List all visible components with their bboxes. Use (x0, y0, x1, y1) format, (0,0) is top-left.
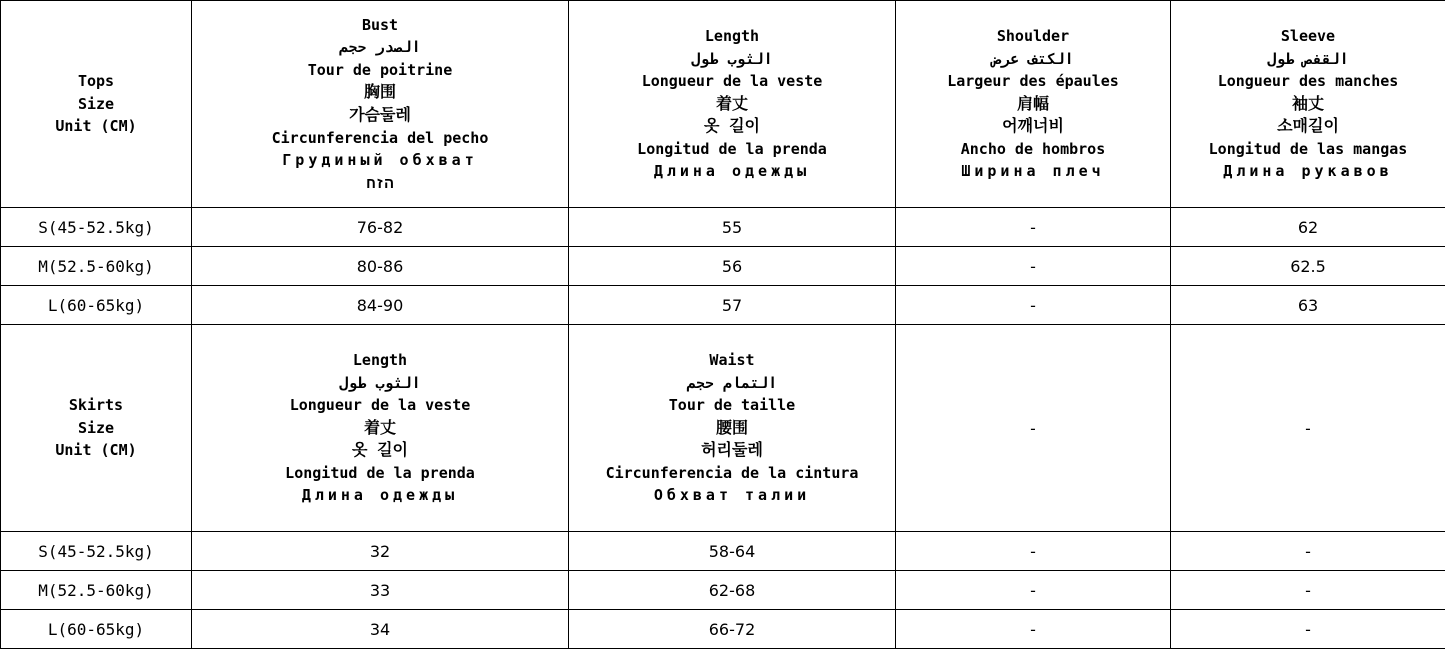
measurement-cell: - (896, 247, 1171, 286)
size-cell: M(52.5-60kg) (1, 571, 192, 610)
tops-header-cell (1171, 1, 1445, 208)
header-line: Longueur de la veste (289, 396, 471, 415)
size-cell: S(45-52.5kg) (1, 532, 192, 571)
measurement-cell: 76-82 (192, 208, 569, 247)
skirts-header-cell (896, 325, 1171, 532)
table-row (1, 610, 1445, 649)
measurement-cell: 63 (1171, 286, 1445, 325)
header-line: الثوب طول (339, 373, 421, 392)
header-line: Ancho de hombros (960, 139, 1106, 158)
header-line: Longitud de las mangas (1208, 139, 1408, 158)
table-row (1, 532, 1445, 571)
header-line: Longitud de la prenda (637, 139, 827, 158)
size-cell: L(60-65kg) (1, 286, 192, 325)
header-line: 肩幅 (1016, 93, 1049, 113)
measurement-cell: 57 (569, 286, 896, 325)
table-row (1, 247, 1445, 286)
measurement-cell: 66-72 (569, 610, 896, 649)
tops-header-cell (569, 1, 896, 208)
tops-label-line: Unit (CM) (55, 117, 137, 136)
header-line: Length (704, 26, 760, 45)
table-row (1, 571, 1445, 610)
skirts-header-cell (192, 325, 569, 532)
tops-label-line: Size (77, 94, 115, 113)
measurement-cell: - (1171, 610, 1445, 649)
header-line: التمام حجم (686, 373, 778, 392)
header-line: Длина рукавов (1223, 162, 1393, 181)
header-line: Circunferencia de la cintura (605, 463, 859, 482)
skirts-label-line: Skirts (68, 396, 124, 415)
measurement-cell: 84-90 (192, 286, 569, 325)
size-chart-body (1, 1, 1445, 649)
header-line: 着丈 (715, 93, 748, 113)
measurement-cell: - (896, 208, 1171, 247)
header-line: Tour de poitrine (307, 60, 453, 79)
skirts-label-line: Unit (CM) (55, 441, 137, 460)
header-line: 胸围 (363, 82, 396, 102)
header-line: 가슴둘레 (349, 105, 411, 124)
measurement-cell: - (1171, 532, 1445, 571)
header-line: 腰围 (715, 417, 748, 437)
measurement-cell: 34 (192, 610, 569, 649)
header-line: 袖丈 (1291, 93, 1324, 113)
header-line: Length (352, 350, 408, 369)
measurement-cell: 62.5 (1171, 247, 1445, 286)
header-line: Waist (709, 350, 755, 369)
table-row (1, 208, 1445, 247)
measurement-cell: - (896, 610, 1171, 649)
measurement-cell: 62-68 (569, 571, 896, 610)
tops-header-cell (896, 1, 1171, 208)
header-line: Longueur des manches (1217, 72, 1399, 91)
header-line: Ширина плеч (961, 162, 1105, 181)
header-line: 옷 길이 (351, 440, 408, 460)
header-line: 어깨너비 (1002, 116, 1064, 136)
header-line: الصدر حجم (339, 38, 421, 57)
header-line: Circunferencia del pecho (271, 128, 489, 147)
tops-header-row (1, 1, 1445, 208)
measurement-cell: 80-86 (192, 247, 569, 286)
header-line: Longitud de la prenda (285, 463, 475, 482)
size-cell: L(60-65kg) (1, 610, 192, 649)
header-line: الكتف عرض (992, 49, 1074, 68)
measurement-cell: 33 (192, 571, 569, 610)
table-row (1, 286, 1445, 325)
header-line: Largeur des épaules (947, 72, 1119, 91)
measurement-cell: 58-64 (569, 532, 896, 571)
header-line: Bust (361, 15, 399, 34)
measurement-cell: - (896, 571, 1171, 610)
header-line: 허리둘레 (701, 440, 763, 460)
header-line: 着丈 (363, 417, 396, 437)
measurement-cell: 56 (569, 247, 896, 286)
tops-header-cell (192, 1, 569, 208)
header-line: Грудиный обхват (282, 151, 478, 170)
header-line: Длина одежды (653, 162, 811, 181)
skirts-header-cell (569, 325, 896, 532)
skirts-label-line: Size (77, 418, 115, 437)
measurement-cell: 55 (569, 208, 896, 247)
skirts-label-cell (1, 325, 192, 532)
skirts-header-cell (1171, 325, 1445, 532)
size-cell: S(45-52.5kg) (1, 208, 192, 247)
measurement-cell: - (896, 532, 1171, 571)
header-line: Tour de taille (668, 396, 796, 415)
measurement-cell: - (1171, 571, 1445, 610)
measurement-cell: - (896, 286, 1171, 325)
header-line: القفص طول (1267, 49, 1349, 68)
measurement-cell: 32 (192, 532, 569, 571)
header-line: 소매길이 (1277, 116, 1339, 136)
header-line: Shoulder (996, 26, 1070, 45)
tops-label-cell (1, 1, 192, 208)
header-line: 옷 길이 (703, 116, 760, 136)
header-line: Обхват талии (653, 486, 811, 505)
tops-label-line: Tops (77, 72, 115, 91)
skirts-header-row (1, 325, 1445, 532)
measurement-cell: 62 (1171, 208, 1445, 247)
header-line: Sleeve (1280, 26, 1336, 45)
size-cell: M(52.5-60kg) (1, 247, 192, 286)
empty-cell-dash: - (1028, 418, 1038, 438)
header-line: הזח (366, 173, 394, 192)
header-line: Longueur de la veste (641, 72, 823, 91)
header-line: Длина одежды (301, 486, 459, 505)
empty-cell-dash: - (1303, 418, 1313, 438)
header-line: الثوب طول (691, 49, 773, 68)
